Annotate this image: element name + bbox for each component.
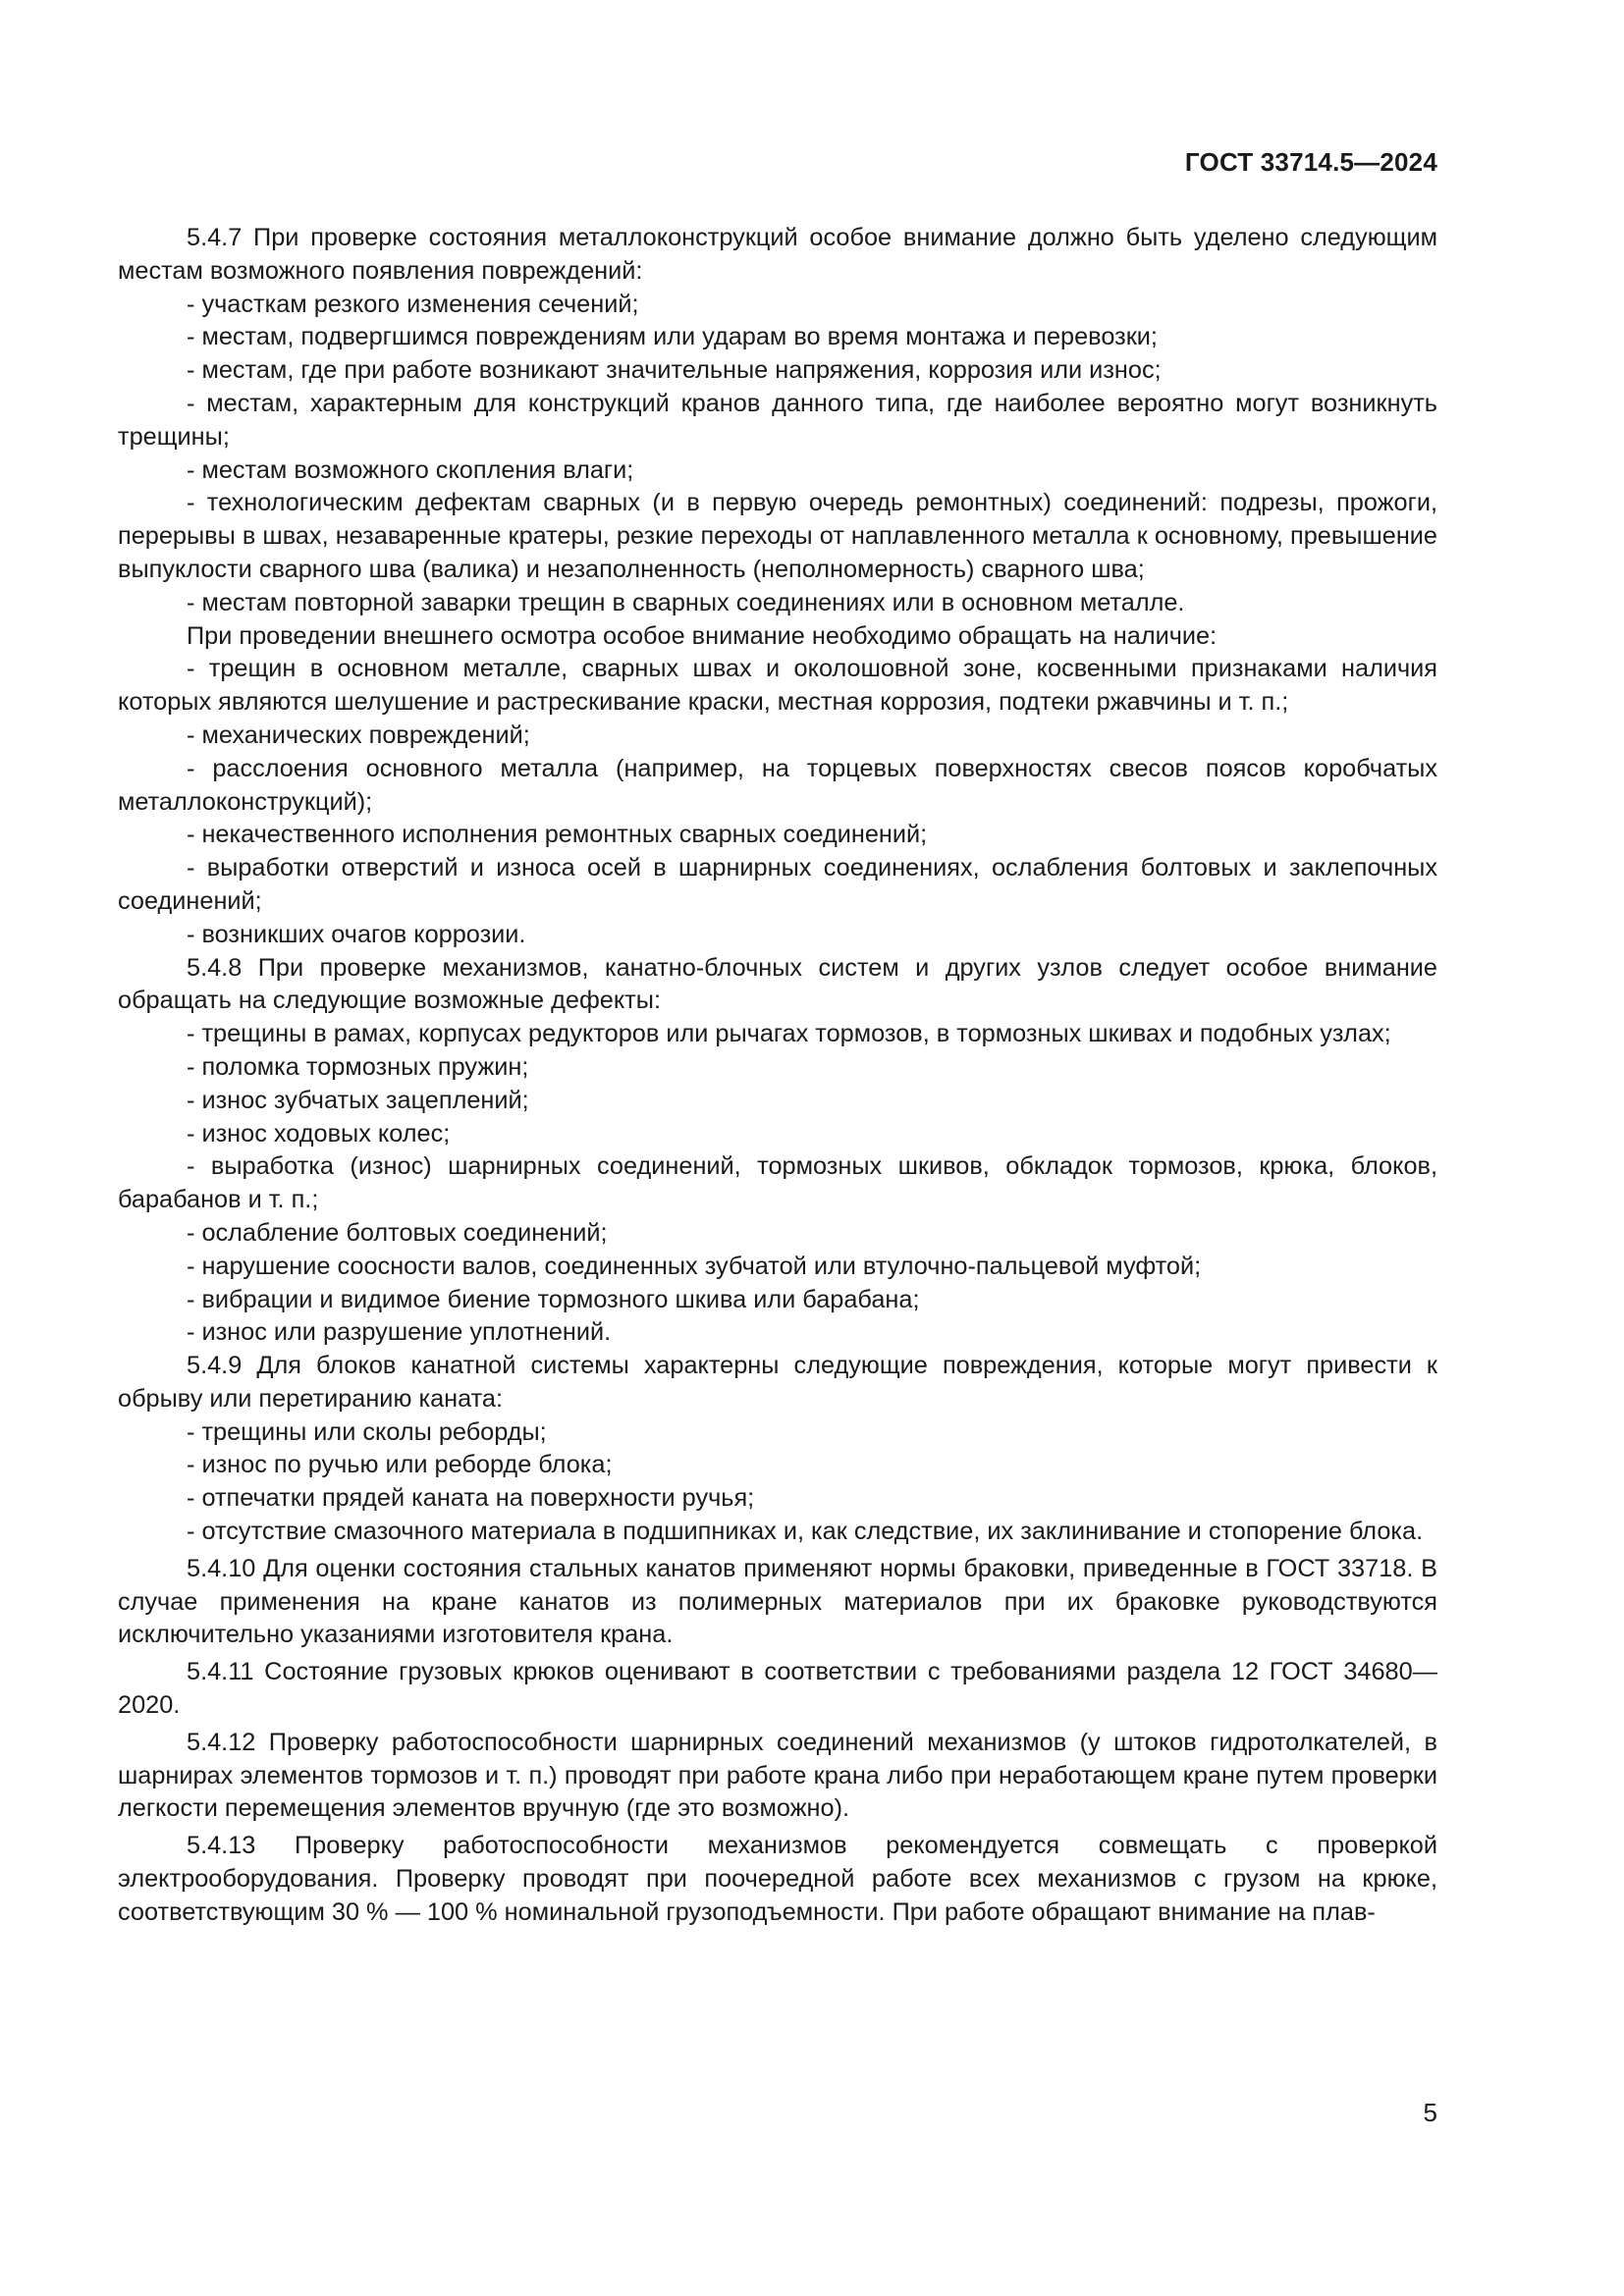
paragraph-5-4-8: 5.4.8 При проверке механизмов, канатно-блочных систем и других узлов следует особое внимание обращать на следующие возможные дефекты: — [118, 953, 1437, 1015]
list-item: - износ зубчатых зацеплений; — [187, 1086, 529, 1114]
list-item: - нарушение соосности валов, соединенных зубчатой или втулочно-пальцевой муфтой; — [187, 1252, 1202, 1280]
paragraph-5-4-11: 5.4.11 Состояние грузовых крюков оценивают в соответствии с требованиями раздела 12 ГОСТ 34680—2020. — [118, 1658, 1437, 1720]
list-item: - местам, где при работе возникают значительные напряжения, коррозия или износ; — [187, 356, 1162, 385]
list-item: - трещины в рамах, корпусах редукторов или рычагах тормозов, в тормозных шкивах и подобных узлах; — [187, 1020, 1391, 1048]
list-item: - возникших очагов коррозии. — [187, 920, 526, 948]
paragraph-5-4-9: 5.4.9 Для блоков канатной системы характерны следующие повреждения, которые могут привести к обрыву или перетиранию каната: — [118, 1352, 1437, 1413]
list-item: - трещины или сколы реборды; — [187, 1417, 547, 1446]
list-item: - местам, подвергшимся повреждениям или ударам во время монтажа и перевозки; — [187, 323, 1158, 351]
list-item: - износ ходовых колес; — [187, 1119, 451, 1148]
list-item: - отсутствие смазочного материала в подшипниках и, как следствие, их заклинивание и стопорение блока. — [187, 1518, 1424, 1546]
list-item: - выработки отверстий и износа осей в шарнирных соединениях, ослабления болтовых и заклепочных соединений; — [118, 854, 1437, 915]
list-item: - механических повреждений; — [187, 721, 530, 749]
paragraph-5-4-10: 5.4.10 Для оценки состояния стальных канатов применяют нормы браковки, приведенные в ГОСТ 33718. В случае применения на кране канатов из полимерных материалов при их браковке руководствуются исключительно указаниями изготовителя крана. — [118, 1554, 1437, 1649]
list-item: - местам повторной заварки трещин в сварных соединениях или в основном металле. — [187, 588, 1185, 616]
list-item: - некачественного исполнения ремонтных сварных соединений; — [187, 821, 928, 849]
list-item: - вибрации и видимое биение тормозного шкива или барабана; — [187, 1285, 920, 1313]
list-item: - ослабление болтовых соединений; — [187, 1218, 608, 1247]
list-item: - местам, характерным для конструкций кранов данного типа, где наиболее вероятно могут возникнуть трещины; — [118, 389, 1437, 451]
list-item: - износ или разрушение уплотнений. — [187, 1318, 612, 1347]
page-number: 5 — [1423, 2098, 1437, 2127]
paragraph-5-4-13: 5.4.13 Проверку работоспособности механизмов рекомендуется совмещать с проверкой электрооборудования. Проверку проводят при поочередной работе всех механизмов с грузом на крюке, соответствующим 30 % — 100 % номинальной грузоподъемности. При работе обращают внимание на плав- — [118, 1832, 1437, 1926]
document-header: ГОСТ 33714.5—2024 — [1184, 147, 1437, 177]
list-item: - выработка (износ) шарнирных соединений, тормозных шкивов, обкладок тормозов, крюка, блоков, барабанов и т. п.; — [118, 1152, 1437, 1214]
list-item: - расслоения основного металла (например, на торцевых поверхностях свесов поясов коробчатых металлоконструкций); — [118, 754, 1437, 816]
list-item: - местам возможного скопления влаги; — [187, 455, 634, 484]
paragraph-inspection-intro: При проведении внешнего осмотра особое внимание необходимо обращать на наличие: — [187, 621, 1218, 650]
paragraph-5-4-7: 5.4.7 При проверке состояния металлоконструкций особое внимание должно быть уделено следующим местам возможного появления повреждений: — [118, 224, 1437, 285]
paragraph-5-4-12: 5.4.12 Проверку работоспособности шарнирных соединений механизмов (у штоков гидротолкателей, в шарнирах элементов тормозов и т. п.) проводят при работе крана либо при неработающем кране путем проверки легкости перемещения элементов вручную (где это возможно). — [118, 1728, 1437, 1823]
list-item: - трещин в основном металле, сварных швах и околошовной зоне, косвенными признаками наличия которых являются шелушение и растрескивание краски, местная коррозия, подтеки ржавчины и т. п.; — [118, 655, 1437, 717]
list-item: - участкам резкого изменения сечений; — [187, 290, 639, 318]
list-item: - поломка тормозных пружин; — [187, 1052, 529, 1081]
document-body — [118, 222, 1437, 1930]
list-item: - отпечатки прядей каната на поверхности ручья; — [187, 1484, 755, 1513]
list-item: - износ по ручью или реборде блока; — [187, 1451, 613, 1479]
list-item: - технологическим дефектам сварных (и в первую очередь ремонтных) соединений: подрезы, прожоги, перерывы в швах, незаваренные кратеры, резкие переходы от наплавленного металла к основному, превышение выпуклости сварного шва (валика) и незаполненность (неполномерность) сварного шва; — [118, 489, 1437, 583]
